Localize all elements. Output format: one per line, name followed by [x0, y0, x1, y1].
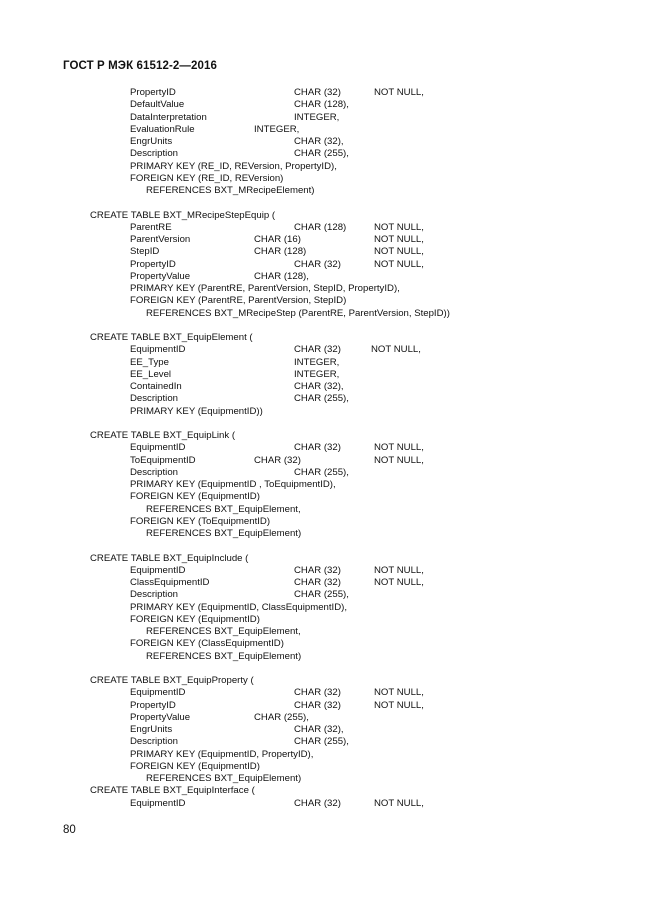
blank-line — [0, 320, 646, 332]
code-line — [0, 295, 646, 307]
page-header: ГОСТ Р МЭК 61512-2—2016 — [63, 60, 217, 72]
code-line — [0, 332, 646, 344]
code-line — [0, 344, 646, 356]
code-line — [0, 222, 646, 234]
code-column: EquipmentID — [130, 442, 186, 454]
column-type: INTEGER, — [294, 111, 340, 123]
code-line — [0, 234, 646, 246]
code-column: EquipmentID — [130, 687, 186, 699]
column-type: CHAR (32) — [294, 564, 341, 576]
create-table-statement: CREATE TABLE BXT_EquipProperty ( — [90, 675, 254, 686]
code-column: EquipmentID — [130, 344, 186, 356]
code-line — [0, 675, 646, 687]
code-column: PRIMARY KEY (EquipmentID , ToEquipmentID), — [130, 479, 336, 490]
column-type: CHAR (255), — [294, 148, 349, 160]
code-line — [0, 504, 646, 516]
code-line — [0, 577, 646, 589]
code-line — [0, 736, 646, 748]
code-column: StepID — [130, 246, 160, 258]
code-column: DefaultValue — [130, 99, 185, 111]
code-column: FOREIGN KEY (EquipmentID) — [130, 760, 260, 772]
code-column: PropertyID — [130, 258, 176, 270]
page-number: 80 — [63, 824, 76, 836]
code-line — [0, 785, 646, 797]
code-line — [0, 161, 646, 173]
code-line — [0, 491, 646, 503]
code-line — [0, 516, 646, 528]
code-column: Description — [130, 589, 178, 601]
code-column: ClassEquipmentID — [130, 577, 210, 588]
column-type: CHAR (128), — [254, 270, 309, 282]
code-line — [0, 761, 646, 773]
column-type: INTEGER, — [294, 356, 340, 368]
code-line — [0, 553, 646, 565]
column-type: CHAR (128) — [254, 246, 307, 258]
column-type: CHAR (32) — [254, 454, 301, 466]
create-table-statement: CREATE TABLE BXT_MRecipeStepEquip ( — [90, 209, 276, 221]
code-line — [0, 99, 646, 111]
code-column: EquipmentID — [130, 564, 186, 576]
not-null-constraint: NOT NULL, — [374, 246, 424, 258]
code-column: FOREIGN KEY (ClassEquipmentID) — [130, 638, 284, 650]
code-column: PropertyID — [130, 87, 176, 98]
column-type: CHAR (128), — [294, 99, 349, 111]
code-line — [0, 136, 646, 148]
code-line — [0, 626, 646, 638]
code-column: ParentVersion — [130, 234, 191, 245]
code-line — [0, 651, 646, 663]
not-null-constraint: NOT NULL, — [374, 87, 424, 98]
code-column: PRIMARY KEY (EquipmentID, PropertyID), — [130, 748, 314, 760]
code-column: Description — [130, 466, 178, 478]
code-line — [0, 700, 646, 712]
not-null-constraint: NOT NULL, — [374, 234, 424, 245]
column-type: CHAR (255), — [294, 393, 349, 405]
not-null-constraint: NOT NULL, — [374, 454, 424, 466]
column-type: CHAR (255), — [254, 711, 309, 723]
code-line — [0, 87, 646, 99]
not-null-constraint: NOT NULL, — [374, 687, 424, 699]
column-type: CHAR (32), — [294, 381, 344, 392]
code-line — [0, 369, 646, 381]
code-line — [0, 798, 646, 810]
code-column: FOREIGN KEY (RE_ID, REVersion) — [130, 172, 284, 184]
code-column: PropertyValue — [130, 270, 191, 282]
create-table-statement: CREATE TABLE BXT_EquipInterface ( — [90, 785, 255, 797]
blank-line — [0, 663, 646, 675]
column-type: CHAR (16) — [254, 234, 301, 245]
column-type: CHAR (32), — [294, 724, 344, 735]
code-column: EquipmentID — [130, 797, 186, 809]
code-line — [0, 357, 646, 369]
blank-line — [0, 197, 646, 209]
code-column: EngrUnits — [130, 136, 173, 147]
not-null-constraint: NOT NULL, — [374, 258, 424, 270]
code-line — [0, 712, 646, 724]
code-line — [0, 283, 646, 295]
column-type: CHAR (32) — [294, 442, 341, 454]
code-line — [0, 210, 646, 222]
code-column: EE_Level — [130, 368, 172, 380]
code-column: PropertyID — [130, 699, 176, 711]
code-column: DataInterpretation — [130, 111, 207, 123]
not-null-constraint: NOT NULL, — [371, 344, 421, 356]
code-line — [0, 442, 646, 454]
code-line — [0, 246, 646, 258]
column-type: CHAR (255), — [294, 466, 349, 478]
code-line — [0, 687, 646, 699]
code-column: PRIMARY KEY (RE_ID, REVersion, PropertyID), — [130, 160, 337, 172]
sql-listing — [0, 87, 646, 810]
column-type: CHAR (128) — [294, 221, 347, 233]
code-column: Description — [130, 393, 178, 405]
code-column: FOREIGN KEY (EquipmentID) — [130, 491, 260, 503]
column-type: CHAR (32), — [294, 136, 344, 147]
code-line — [0, 308, 646, 320]
not-null-constraint: NOT NULL, — [374, 221, 424, 233]
code-column: PRIMARY KEY (ParentRE, ParentVersion, StepID, PropertyID), — [130, 283, 400, 294]
code-column: ParentRE — [130, 221, 172, 233]
code-line — [0, 173, 646, 185]
code-line — [0, 724, 646, 736]
code-line — [0, 271, 646, 283]
code-line — [0, 565, 646, 577]
code-column: FOREIGN KEY (ParentRE, ParentVersion, StepID) — [130, 295, 347, 307]
code-column: PRIMARY KEY (EquipmentID)) — [130, 405, 263, 417]
code-line — [0, 614, 646, 626]
code-line — [0, 528, 646, 540]
not-null-constraint: NOT NULL, — [374, 564, 424, 576]
code-line — [0, 602, 646, 614]
code-line — [0, 112, 646, 124]
code-line — [0, 638, 646, 650]
code-column: EvaluationRule — [130, 123, 195, 135]
code-line — [0, 430, 646, 442]
references-clause: REFERENCES BXT_EquipElement, — [146, 626, 301, 637]
references-clause: REFERENCES BXT_EquipElement) — [146, 650, 302, 662]
column-type: CHAR (32) — [294, 87, 341, 98]
create-table-statement: CREATE TABLE BXT_EquipInclude ( — [90, 552, 249, 564]
references-clause: REFERENCES BXT_EquipElement) — [146, 773, 302, 784]
references-clause: REFERENCES BXT_EquipElement) — [146, 528, 302, 539]
column-type: INTEGER, — [294, 368, 340, 380]
code-line — [0, 148, 646, 160]
create-table-statement: CREATE TABLE BXT_EquipElement ( — [90, 332, 253, 343]
column-type: CHAR (32) — [294, 699, 341, 711]
references-clause: REFERENCES BXT_MRecipeElement) — [146, 185, 315, 196]
create-table-statement: CREATE TABLE BXT_EquipLink ( — [90, 430, 236, 441]
code-line — [0, 124, 646, 136]
column-type: CHAR (32) — [294, 577, 341, 588]
code-line — [0, 406, 646, 418]
code-column: FOREIGN KEY (ToEquipmentID) — [130, 515, 271, 527]
code-column: PRIMARY KEY (EquipmentID, ClassEquipmentID), — [130, 601, 348, 613]
code-column: FOREIGN KEY (EquipmentID) — [130, 613, 260, 625]
column-type: INTEGER, — [254, 123, 300, 135]
code-column: PropertyValue — [130, 711, 191, 723]
code-column: ToEquipmentID — [130, 454, 196, 466]
column-type: CHAR (255), — [294, 736, 349, 748]
code-line — [0, 589, 646, 601]
blank-line — [0, 418, 646, 430]
references-clause: REFERENCES BXT_EquipElement, — [146, 503, 301, 515]
code-column: Description — [130, 736, 178, 748]
code-column: EngrUnits — [130, 724, 173, 735]
code-column: ContainedIn — [130, 381, 182, 392]
code-line — [0, 467, 646, 479]
code-line — [0, 455, 646, 467]
column-type: CHAR (32) — [294, 258, 341, 270]
references-clause: REFERENCES BXT_MRecipeStep (ParentRE, ParentVersion, StepID)) — [146, 307, 450, 319]
code-line — [0, 479, 646, 491]
column-type: CHAR (32) — [294, 344, 341, 356]
column-type: CHAR (32) — [294, 687, 341, 699]
not-null-constraint: NOT NULL, — [374, 442, 424, 454]
code-column: Description — [130, 148, 178, 160]
code-line — [0, 749, 646, 761]
code-column: EE_Type — [130, 356, 169, 368]
code-line — [0, 259, 646, 271]
code-line — [0, 393, 646, 405]
blank-line — [0, 540, 646, 552]
column-type: CHAR (255), — [294, 589, 349, 601]
code-line — [0, 185, 646, 197]
not-null-constraint: NOT NULL, — [374, 577, 424, 588]
not-null-constraint: NOT NULL, — [374, 797, 424, 809]
code-line — [0, 773, 646, 785]
column-type: CHAR (32) — [294, 797, 341, 809]
not-null-constraint: NOT NULL, — [374, 699, 424, 711]
code-line — [0, 381, 646, 393]
